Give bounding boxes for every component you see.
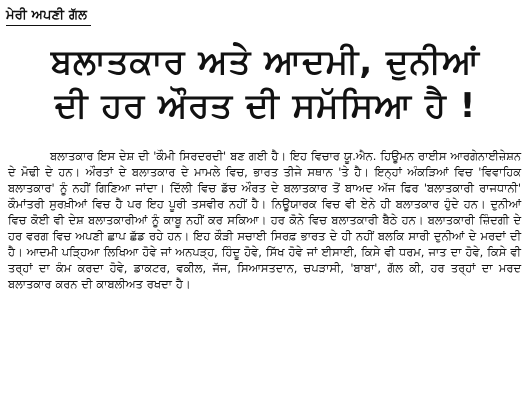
article-body: ਬਲਾਤਕਾਰ ਇਸ ਦੇਸ਼ ਦੀ 'ਕੌਮੀ ਸਿਰਦਰਦੀ' ਬਣ ਗਈ ਹੈ। ਇਹ ਵਿਚਾਰ ਯੂ.ਐਨ. ਹਿਊਮਨ ਰਾਈਸ ਆਰਗੇਨਾਈਜ਼ੇਸ਼ਨ ਦੇ ਮੋਢੀ ਦੇ ਹਨ। ਔਰਤਾਂ ਦੇ ਬਲਾਤਕਾਰ ਦੇ ਮਾਮਲੇ ਵਿਚ, ਭਾਰਤ ਤੀਜੇ ਸਥਾਨ 'ਤੇ ਹੈ। ਇਨ੍ਹਾਂ ਅੰਕੜਿਆਂ ਵਿਚ 'ਵਿਵਾਹਿਕ ਬਲਾਤਕਾਰ' ਨੂੰ ਨਹੀਂ ਗਿਣਿਆ ਜਾਂਦਾ। ਦਿੱਲੀ ਵਿਚ ਡੱਚ ਔਰਤ ਦੇ ਬਲਾਤਕਾਰ ਤੋਂ ਬਾਅਦ ਅੱਜ ਫਿਰ 'ਬਲਾਤਕਾਰੀ ਰਾਜਧਾਨੀ' ਕੌਮਾਂਤਰੀ ਸੁਰਖ਼ੀਆਂ ਵਿਚ ਹੈ ਪਰ ਇਹ ਪੂਰੀ ਤਸਵੀਰ ਨਹੀਂ ਹੈ। ਨਿਊਯਾਰਕ ਵਿਚ ਵੀ ਏਨੇ ਹੀ ਬਲਾਤਕਾਰ ਹੁੰਦੇ ਹਨ। ਦੁਨੀਆਂ ਵਿਚ ਕੋਈ ਵੀ ਦੇਸ਼ ਬਲਾਤਕਾਰੀਆਂ ਨੂੰ ਕਾਬੂ ਨਹੀਂ ਕਰ ਸਕਿਆ। ਹਰ ਕੋਨੇ ਵਿਚ ਬਲਾਤਕਾਰੀ ਬੈਠੇ ਹਨ। ਬਲਾਤਕਾਰੀ ਜ਼ਿੰਦਗੀ ਦੇ ਹਰ ਵਰਗ ਵਿਚ ਅਪਣੀ ਛਾਪ ਛੱਡ ਰਹੇ ਹਨ। ਇਹ ਕੌੜੀ ਸਚਾਈ ਸਿਰਫ਼ ਭਾਰਤ ਦੇ ਹੀ ਨਹੀਂ ਬਲਕਿ ਸਾਰੀ ਦੁਨੀਆਂ ਦੇ ਮਰਦਾਂ ਦੀ ਹੈ। ਆਦਮੀ ਪੜ੍ਹਿਆ ਲਿਖਿਆ ਹੋਵੇ ਜਾਂ ਅਨਪੜ੍ਹ, ਹਿੰਦੂ ਹੋਵੇ, ਸਿੱਖ ਹੋਵੇ ਜਾਂ ਈਸਾਈ, ਕਿਸੇ ਵੀ ਧਰਮ, ਜਾਤ ਦਾ ਹੋਵੇ, ਕਿਸੇ ਵੀ ਤਰ੍ਹਾਂ ਦਾ ਕੰਮ ਕਰਦਾ ਹੋਵੇ, ਡਾਕਟਰ, ਵਕੀਲ, ਜੱਜ, ਸਿਆਸਤਦਾਨ, ਚਪੜਾਸੀ, 'ਬਾਬਾ', ਗੱਲ ਕੀ, ਹਰ ਤਰ੍ਹਾਂ ਦਾ ਮਰਦ ਬਲਾਤਕਾਰ ਕਰਨ ਦੀ ਕਾਬਲੀਅਤ ਰਖਦਾ ਹੈ। (8, 149, 521, 291)
column-label: ਮੇਰੀ ਅਪਣੀ ਗੱਲ (6, 7, 91, 26)
headline-line-2: ਦੀ ਹਰ ਔਰਤ ਦੀ ਸਮੱਸਿਆ ਹੈ ! (54, 86, 477, 126)
headline-line-1: ਬਲਾਤਕਾਰ ਅਤੇ ਆਦਮੀ, ਦੁਨੀਆਂ (50, 42, 481, 82)
headline (6, 40, 525, 128)
